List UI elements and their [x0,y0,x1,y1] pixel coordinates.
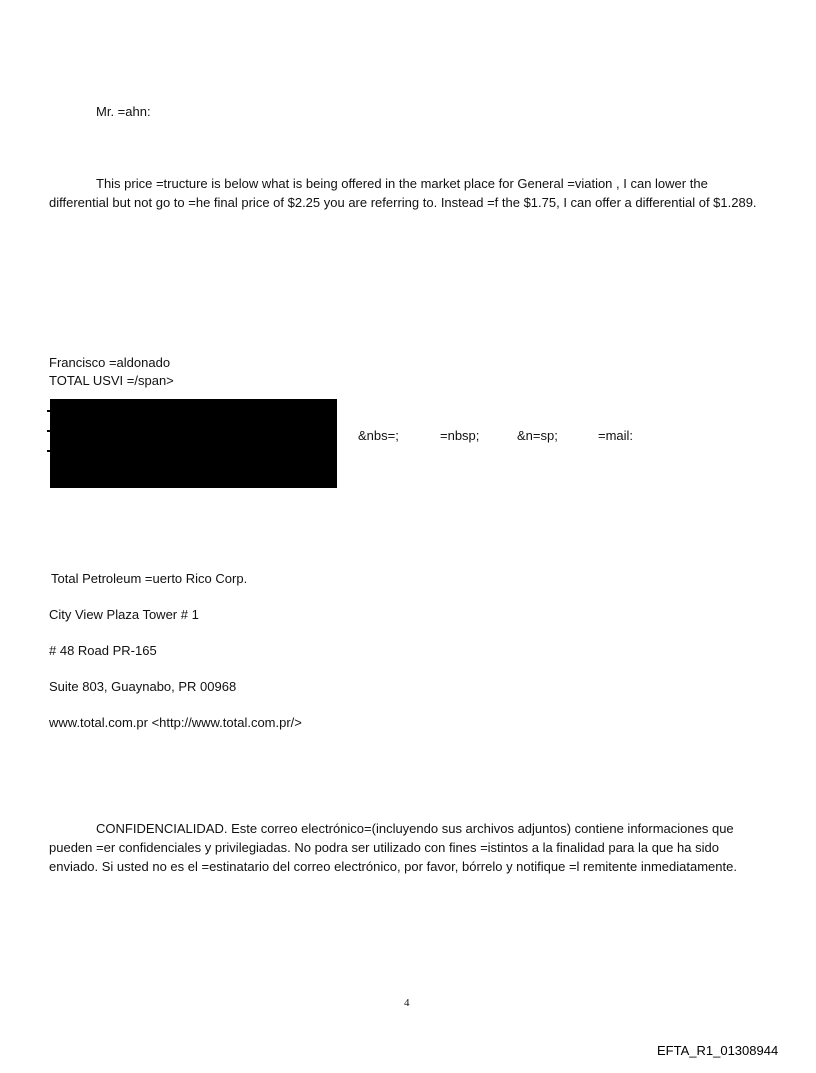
greeting: Mr. =ahn: [96,104,151,119]
document-id: EFTA_R1_01308944 [657,1043,779,1058]
redaction-block [50,399,337,488]
contact-fragment: &n=sp; [517,428,558,443]
confidentiality-notice: CONFIDENCIALIDAD. Este correo electrónico=(incluyendo sus archivos adjuntos) contiene informaciones que pueden =er confidenciales y privilegiadas. No podra ser utilizado con fines =istintos a la finalidad para la que ha sido enviado. Si usted no es el =estinatario del correo electrónico, por favor, bórrelo y notifique =l remitente inmediatamente. [49,821,737,874]
contact-fragment: &nbs=; [358,428,399,443]
website-link[interactable]: www.total.com.pr <http://www.total.com.pr/> [49,715,302,730]
address-company: Total Petroleum =uerto Rico Corp. [51,571,248,586]
page-number: 4 [404,997,410,1009]
redaction-edge-mark [47,410,50,412]
body-paragraph: This price =tructure is below what is being offered in the market place for General =viation , I can lower the differential but not go to =he final price of $2.25 you are referring to. Instead =f the $1.75, I can offer a differential of $1.289. [49,176,757,210]
contact-fragment: =nbsp; [440,428,480,443]
address-road: # 48 Road PR-165 [49,643,157,658]
contact-email-label: =mail: [598,428,634,443]
signature-name: Francisco =aldonado [49,355,171,370]
redaction-edge-mark [47,450,50,452]
redaction-edge-mark [47,430,50,432]
signature-company: TOTAL USVI =/span> [49,373,174,388]
address-building: City View Plaza Tower # 1 [49,607,199,622]
address-suite: Suite 803, Guaynabo, PR 00968 [49,679,237,694]
